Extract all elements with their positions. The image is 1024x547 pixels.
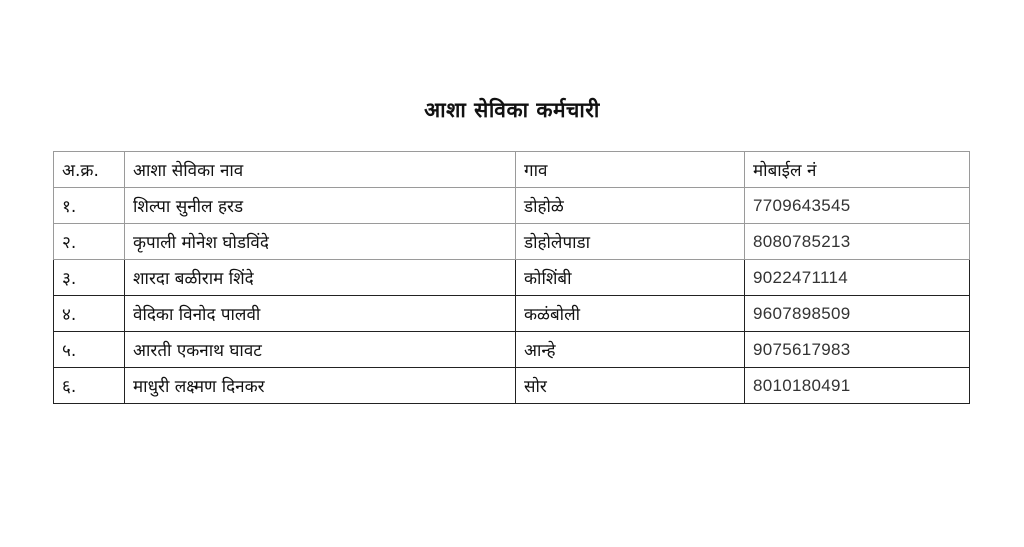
asha-staff-table [53, 151, 970, 404]
table-row [54, 332, 970, 368]
name-cell: शिल्पा सुनील हरड [125, 188, 516, 224]
mobile-cell: 8010180491 [745, 368, 970, 404]
serial-number-cell: ५. [54, 332, 125, 368]
header-name: आशा सेविका नाव [125, 152, 516, 188]
serial-number-cell: ४. [54, 296, 125, 332]
serial-number-cell: २. [54, 224, 125, 260]
name-cell: शारदा बळीराम शिंदे [125, 260, 516, 296]
serial-number-cell: ३. [54, 260, 125, 296]
name-cell: वेदिका विनोद पालवी [125, 296, 516, 332]
page-title: आशा सेविका कर्मचारी [424, 98, 600, 122]
header-serial-number: अ.क्र. [54, 152, 125, 188]
mobile-cell: 9607898509 [745, 296, 970, 332]
table-row [54, 296, 970, 332]
village-cell: कळंबोली [516, 296, 745, 332]
village-cell: आन्हे [516, 332, 745, 368]
header-village: गाव [516, 152, 745, 188]
table-row [54, 260, 970, 296]
name-cell: आरती एकनाथ घावट [125, 332, 516, 368]
serial-number-cell: ६. [54, 368, 125, 404]
village-cell: डोहोळे [516, 188, 745, 224]
village-cell: डोहोलेपाडा [516, 224, 745, 260]
table-row [54, 188, 970, 224]
table-row [54, 368, 970, 404]
mobile-cell: 9075617983 [745, 332, 970, 368]
village-cell: सोर [516, 368, 745, 404]
header-mobile: मोबाईल नं [745, 152, 970, 188]
mobile-cell: 7709643545 [745, 188, 970, 224]
name-cell: माधुरी लक्ष्मण दिनकर [125, 368, 516, 404]
table-row [54, 224, 970, 260]
village-cell: कोशिंबी [516, 260, 745, 296]
mobile-cell: 9022471114 [745, 260, 970, 296]
mobile-cell: 8080785213 [745, 224, 970, 260]
serial-number-cell: १. [54, 188, 125, 224]
table-header-row [54, 152, 970, 188]
name-cell: कृपाली मोनेश घोडविंदे [125, 224, 516, 260]
